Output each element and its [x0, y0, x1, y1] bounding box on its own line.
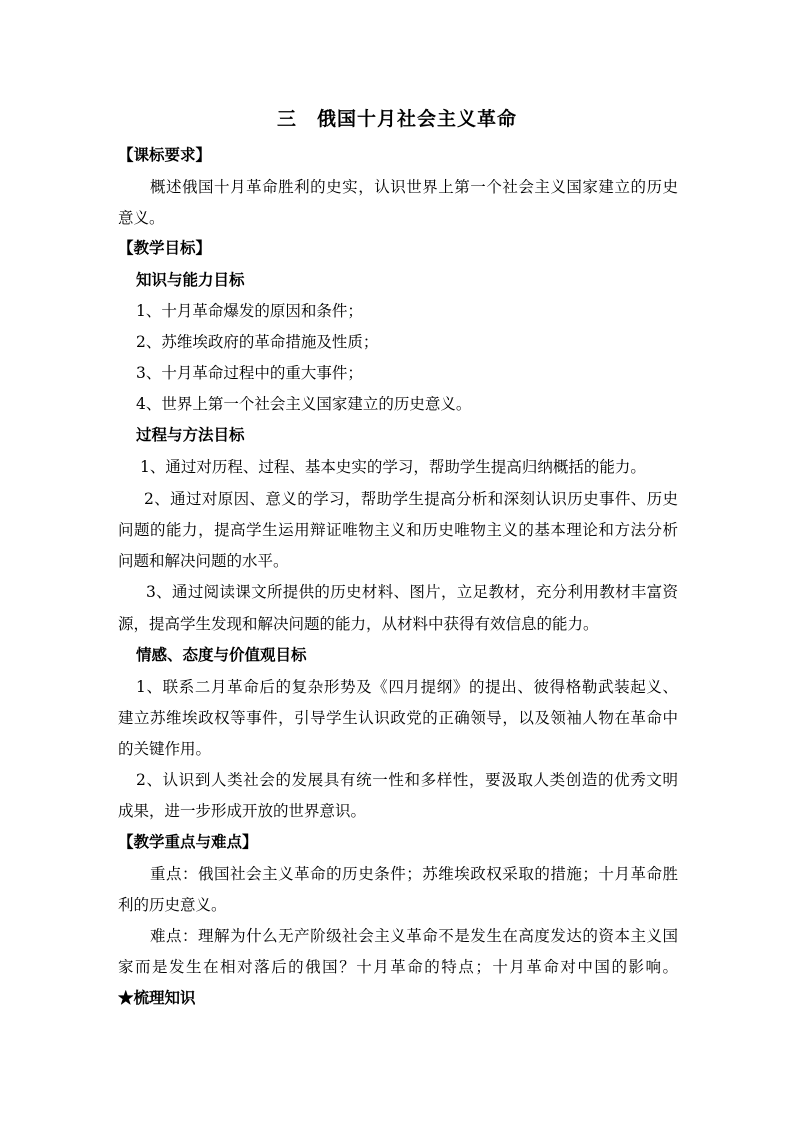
process-line: 问题和解决问题的水平。	[118, 552, 289, 570]
knowledge-item: 1、十月革命爆发的原因和条件；	[136, 302, 363, 320]
emotion-line: 建立苏维埃政权等事件，引导学生认识政党的正确领导，以及领袖人物在革命中	[118, 709, 678, 727]
emotion-line: 1、联系二月革命后的复杂形势及《四月提纲》的提出、彼得格勒武装起义、	[136, 678, 678, 696]
document-title: 三 俄国十月社会主义革命	[276, 108, 517, 130]
key-points-line: 难点：理解为什么无产阶级社会主义革命不是发生在高度发达的资本主义国	[150, 927, 678, 945]
key-points-line: 家而是发生在相对落后的俄国？十月革命的特点；十月革命对中国的影响。	[118, 958, 678, 976]
subheading-knowledge: 知识与能力目标	[136, 270, 245, 289]
heading-curriculum: 【课标要求】	[118, 145, 212, 164]
emotion-line: 的关键作用。	[118, 740, 212, 758]
emotion-line: 2、认识到人类社会的发展具有统一性和多样性，要汲取人类创造的优秀文明	[136, 771, 678, 789]
subheading-emotion: 情感、态度与价值观目标	[136, 645, 307, 664]
process-line: 问题的能力，提高学生运用辩证唯物主义和历史唯物主义的基本理论和方法分析	[118, 521, 678, 539]
curriculum-line: 意义。	[118, 209, 165, 227]
process-line: 2、通过对原因、意义的学习，帮助学生提高分析和深刻认识历史事件、历史	[144, 490, 678, 508]
process-line: 3、通过阅读课文所提供的历史材料、图片，立足教材，充分利用教材丰富资	[146, 583, 678, 601]
heading-key-points: 【教学重点与难点】	[118, 832, 258, 851]
knowledge-item: 3、十月革命过程中的重大事件；	[136, 364, 363, 382]
process-line: 1、通过对历程、过程、基本史实的学习，帮助学生提高归纳概括的能力。	[140, 458, 646, 476]
key-points-line: 重点：俄国社会主义革命的历史条件；苏维埃政权采取的措施；十月革命胜	[150, 865, 678, 883]
heading-review: ★梳理知识	[118, 988, 196, 1007]
process-line: 源，提高学生发现和解决问题的能力，从材料中获得有效信息的能力。	[118, 615, 599, 633]
subheading-process: 过程与方法目标	[136, 425, 245, 444]
key-points-line: 利的历史意义。	[118, 896, 227, 914]
emotion-line: 成果，进一步形成开放的世界意识。	[118, 802, 367, 820]
heading-objectives: 【教学目标】	[118, 238, 212, 257]
curriculum-line: 概述俄国十月革命胜利的史实，认识世界上第一个社会主义国家建立的历史	[150, 178, 678, 196]
knowledge-item: 4、世界上第一个社会主义国家建立的历史意义。	[136, 395, 472, 413]
knowledge-item: 2、苏维埃政府的革命措施及性质；	[136, 333, 379, 351]
